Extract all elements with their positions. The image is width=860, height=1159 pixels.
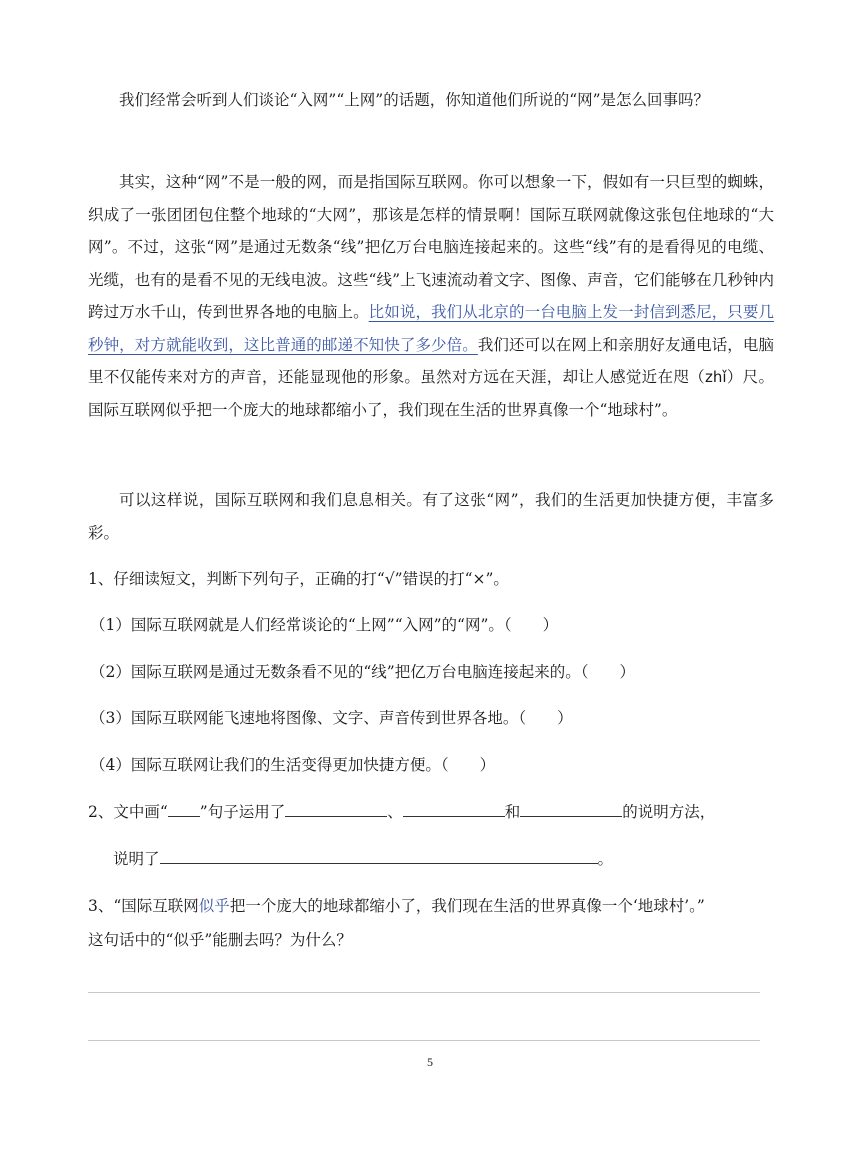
passage-paragraph-3 [88,484,774,549]
passage-p2-text-b: 我们还可以在网上和亲朋好友通电话，电脑里不仅能传来对方的声音，还能显现他的形象。虽然对方远在天涯，却让人感觉近在咫（ [88,335,774,386]
passage-p2-text-a: 其实，这种“网”不是一般的网，而是指国际互联网。你可以想象一下，假如有一只巨型的蜘蛛，织成了一张团团包住整个地球的“大网”，那该是怎样的情景啊！国际互联网就像这张包住地球的“大网”。不过，这张“网”是通过无数条“线”把亿万台电脑连接起来的。这些“线”有的是看得见的电缆、光缆，也有的是看不见的无线电波。这些“线”上飞速流动着文字、图像、声音，它们能够在几秒钟内跨过万水千山，传到世界各地的电脑上。 [88,173,774,321]
answer-blank-3[interactable] [520,800,622,817]
question-2-line-2: 说明了 。 [113,847,613,871]
underlined-sentence: 比如说，我们从北京的一台电脑上发一封信到悉尼，只要几秒钟，对方就能收到，这比普通的邮递不知快了多少倍。 [88,303,774,354]
underline-marker-blank [168,800,200,817]
passage-p3-text: 可以这样说，国际互联网和我们息息相关。有了这张“网”，我们的生活更加快捷方便，丰富多彩。 [88,491,774,542]
passage-paragraph-2 [88,166,774,426]
passage-p2-text-c: ）尺。国际互联网似乎把一个庞大的地球都缩小了，我们现在生活的世界真像一个“地球村”。 [88,368,774,419]
question-3-line-1: 3、“国际互联网似乎把一个庞大的地球都缩小了，我们现在生活的世界真像一个‘地球村’。” [88,897,705,915]
answer-blank-4[interactable] [160,847,598,864]
question-2-line-1: 2、文中画“ ”句子运用了 、 和 的说明方法， [88,800,715,824]
page-number: 5 [427,1055,433,1069]
answer-line-2[interactable] [88,1040,760,1041]
passage-paragraph-1 [88,84,774,117]
question-1-item-4: （4）国际互联网让我们的生活变得更加快捷方便。（ ） [90,756,496,774]
question-1-title: 1、仔细读短文，判断下列句子，正确的打“√”错误的打“×”。 [88,570,509,588]
answer-blank-2[interactable] [403,800,505,817]
pinyin-annotation: zhǐ [704,368,727,386]
question-1-item-2: （2）国际互联网是通过无数条看不见的“线”把亿万台电脑连接起来的。（ ） [90,663,635,681]
passage-p1-text: 我们经常会听到人们谈论“入网”“上网”的话题，你知道他们所说的“网”是怎么回事吗？ [119,91,710,109]
question-1-item-1: （1）国际互联网就是人们经常谈论的“上网”“入网”的“网”。（ ） [90,616,559,634]
question-1-item-3: （3）国际互联网能飞速地将图像、文字、声音传到世界各地。（ ） [90,709,573,727]
answer-blank-1[interactable] [285,800,387,817]
answer-line-1[interactable] [88,992,760,993]
question-3-line-2: 这句话中的“似乎”能删去吗？为什么？ [88,931,352,949]
highlighted-word: 似乎 [198,897,230,915]
